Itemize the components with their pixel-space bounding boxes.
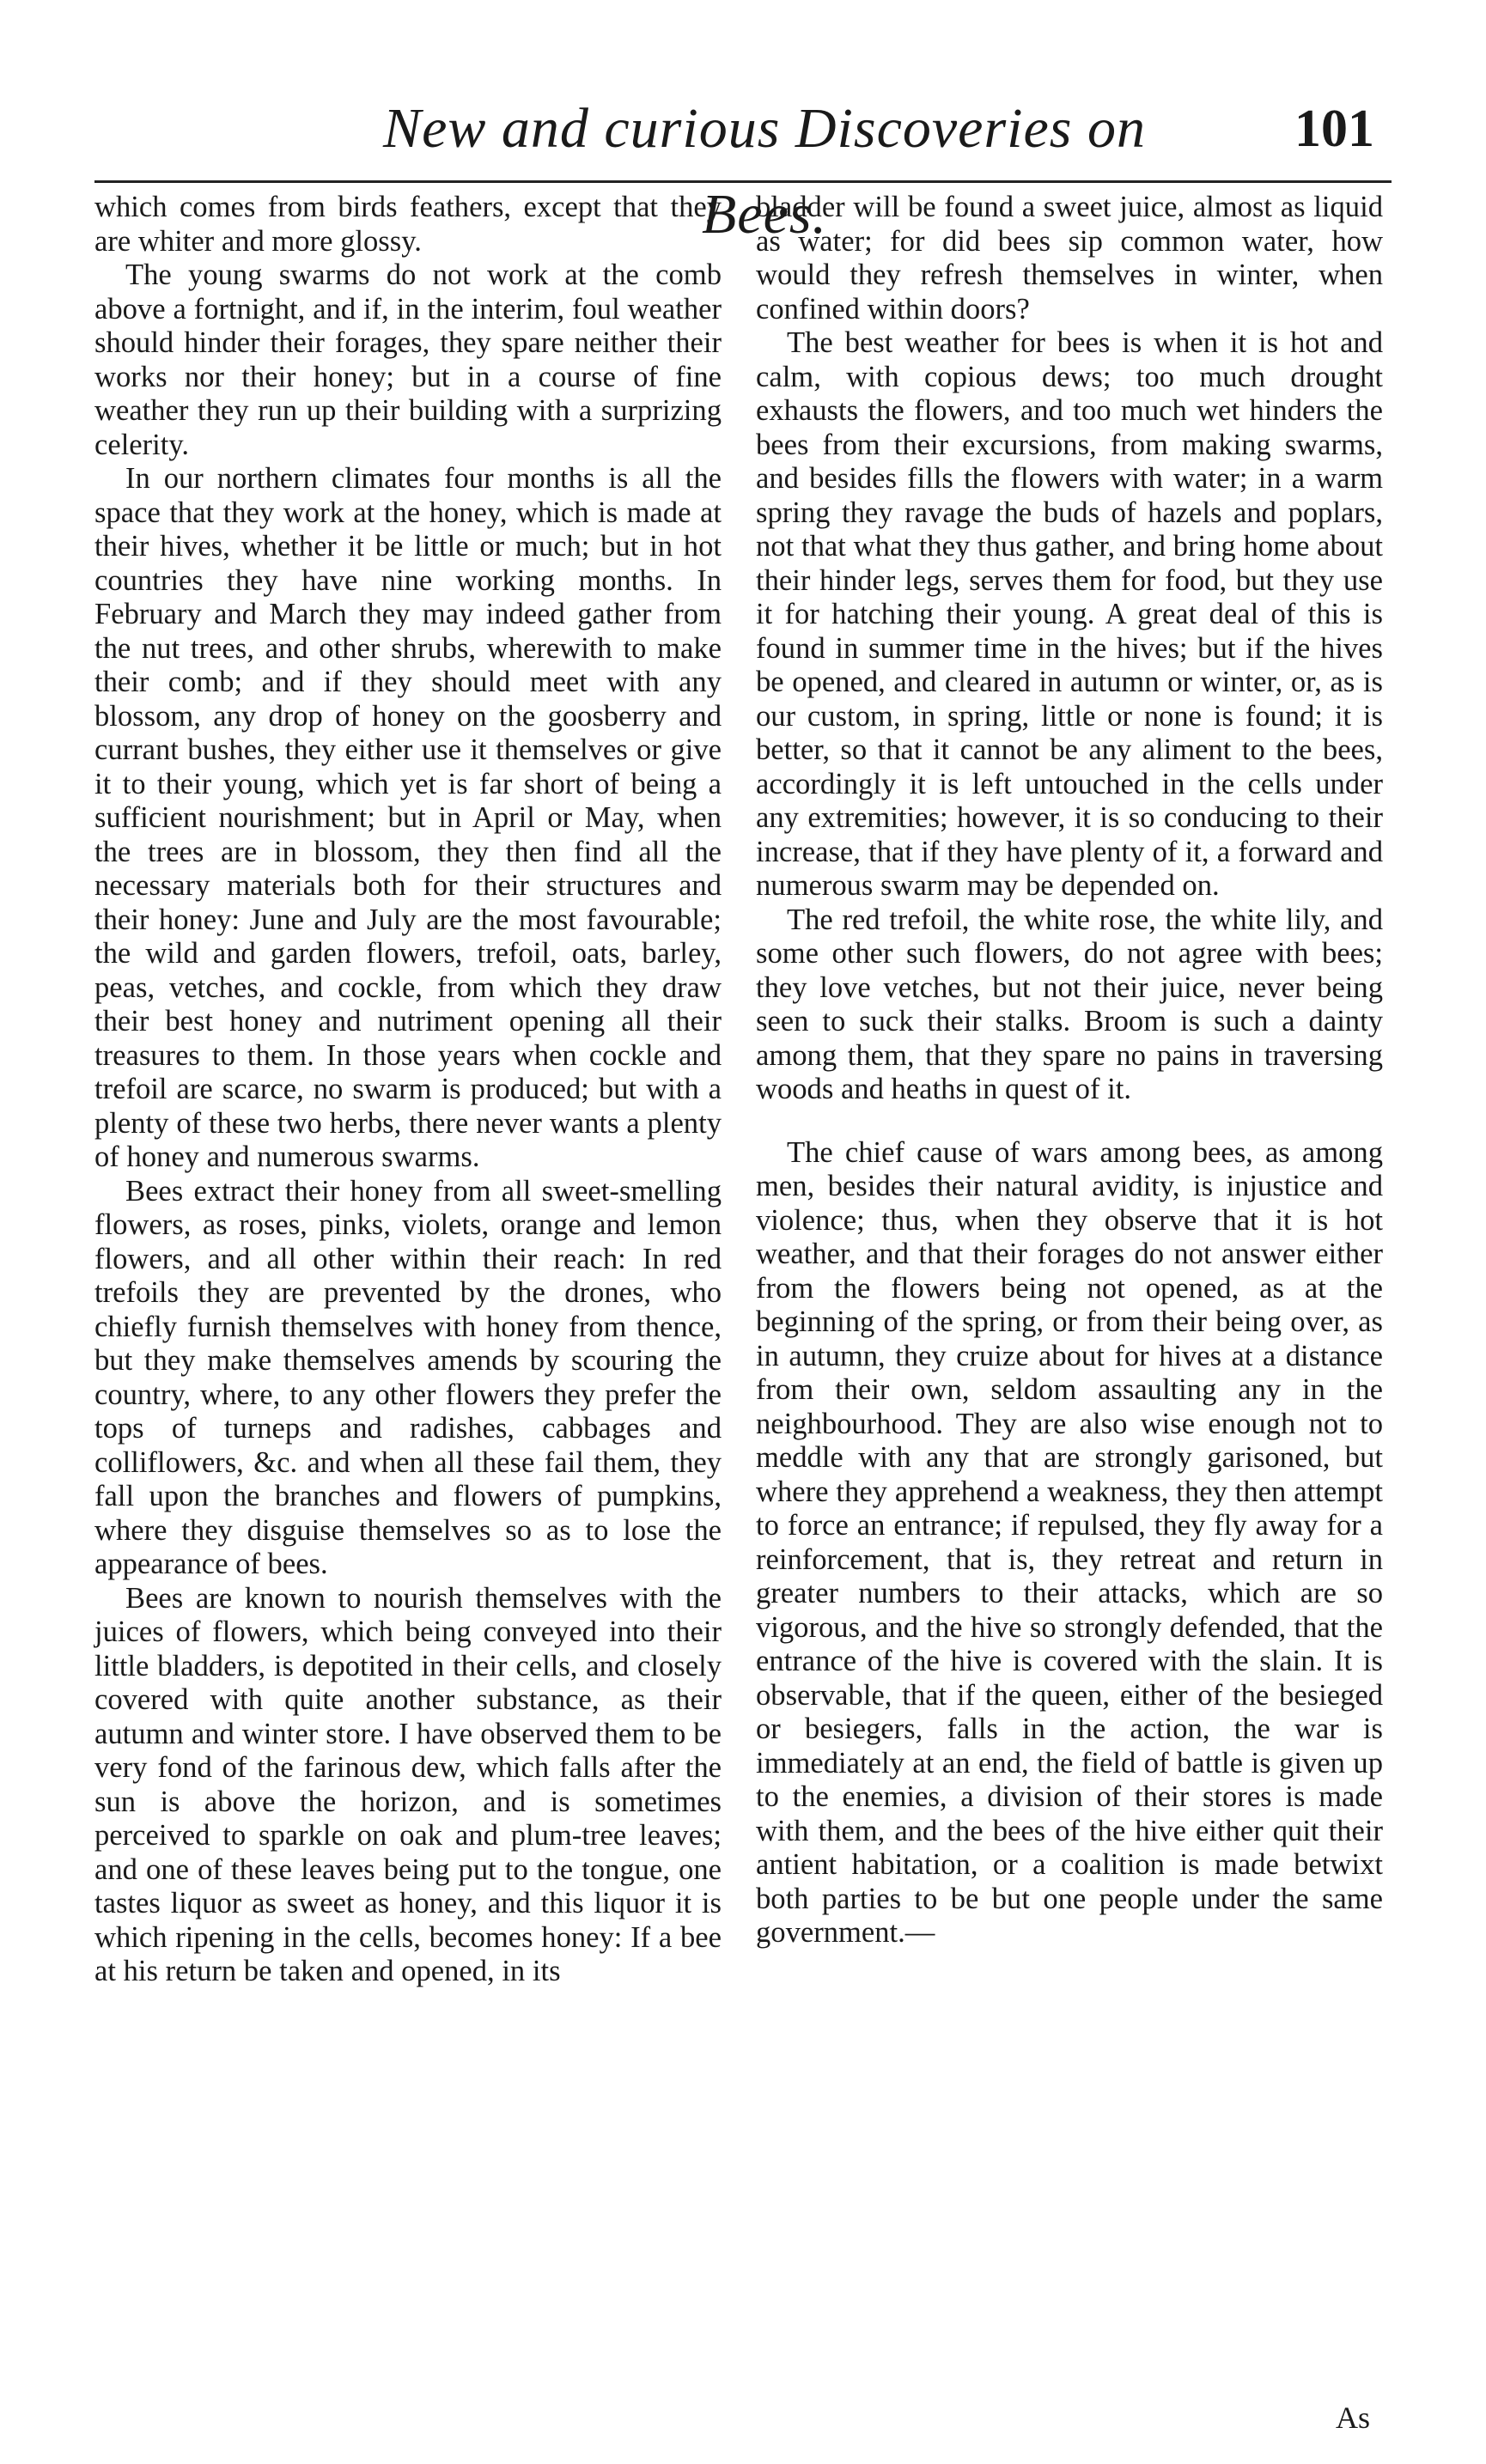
paragraph: which comes from birds feathers, except that they are whiter and more glossy. [94, 191, 722, 258]
right-column [756, 191, 1383, 1950]
running-title: New and curious Discoveries on Bees. [383, 97, 1146, 246]
paragraph: In our northern climates four months is all the space that they work at the honey, which is made at their hives, whether it be little or much; but in hot countries they have nine working months. In February and March they may indeed gather from the nut trees, and other shrubs, wherewith to make their comb; and if they should meet with any blossom, any drop of honey on the goosberry and currant bushes, they either use it themselves or give it to their young, which yet is far short of being a sufficient nourishment; but in April or May, when the trees are in blossom, they then find all the necessary materials both for their structures and their honey: June and July are the most favourable; the wild and garden flowers, trefoil, oats, barley, peas, vetches, and cockle, from which they draw their best honey and nutriment opening all their treasures to them. In those years when cockle and trefoil are scarce, no swarm is produced; but with a plenty of these two herbs, there never wants a plenty of honey and numerous swarms. [94, 462, 722, 1173]
paragraph: The best weather for bees is when it is hot and calm, with copious dews; too much drought exhausts the flowers, and too much wet hinders the bees from their excursions, from making swarms, and besides fills the flowers with water; in a warm spring they ravage the buds of hazels and poplars, not that what they thus gather, and bring home about their hinder legs, serves them for food, but they use it for hatching their young. A great deal of this is found in summer time in the hives; but if the hives be opened, and cleared in autumn or winter, or, as is our custom, in spring, little or none is found; it is better, so that it cannot be any aliment to the bees, accordingly it is left untouched in the cells under any extremities; however, it is so conducing to their increase, that if they have plenty of it, a forward and numerous swarm may be depended on. [756, 326, 1383, 902]
paragraph: Bees extract their honey from all sweet-smelling flowers, as roses, pinks, violets, orange and lemon flowers, and all other within their reach: In red trefoils they are prevented by the drones, who chiefly furnish themselves with honey from thence, but they make themselves amends by scouring the country, where, to any other flowers they prefer the tops of turneps and radishes, cabbages and colliflowers, &c. and when all these fail them, they fall upon the branches and flowers of pumpkins, where they disguise themselves so as to lose the appearance of bees. [94, 1174, 722, 1580]
paragraph: Bees are known to nourish themselves with the juices of flowers, which being conveyed into their little bladders, is depotited in their cells, and closely covered with quite another substance, as their autumn and winter store. I have observed them to be very fond of the farinous dew, which falls after the sun is above the horizon, and is sometimes perceived to sparkle on oak and plum-tree leaves; and one of these leaves being put to the tongue, one tastes liquor as sweet as honey, and this liquor it is which ripening in the cells, becomes honey: If a bee at his return be taken and opened, in its [94, 1581, 722, 1987]
paragraph: The red trefoil, the white rose, the white lily, and some other such flowers, do not agree with bees; they love vetches, but not their juice, never being seen to suck their stalks. Broom is such a dainty among them, that they spare no pains in traversing woods and heaths in quest of it. [756, 903, 1383, 1105]
paragraph: The young swarms do not work at the comb above a fortnight, and if, in the interim, foul weather should hinder their forages, they spare neither their works nor their honey; but in a course of fine weather they run up their building with a surprizing celerity. [94, 259, 722, 461]
paragraph: The chief cause of wars among bees, as among men, besides their natural avidity, is injustice and violence; thus, when they observe that it is hot weather, and that their forages do not answer either from the flowers being not opened, as at the beginning of the spring, or from their being over, as in autumn, they cruize about for hives at a distance from their own, seldom assaulting any in the neighbourhood. They are also wise enough not to meddle with any that are strongly garisoned, but where they apprehend a weakness, they then attempt to force an entrance; if repulsed, they fly away for a reinforcement, that is, they retreat and return in greater numbers to their attacks, which are so vigorous, and the hive so strongly defended, that the entrance of the hive is covered with the slain. It is observable, that if the queen, either of the besieged or besiegers, falls in the action, the war is immediately at an end, the field of battle is given up to the enemies, a division of their stores is made with them, and the bees of the hive either quit their antient habitation, or a coalition is made betwixt both parties to be but one people under the same government.— [756, 1135, 1383, 1949]
left-column [94, 191, 722, 1989]
paragraph: bladder will be found a sweet juice, almost as liquid as water; for did bees sip common water, how would they refresh themselves in winter, when confined within doors? [756, 191, 1383, 325]
page-number: 101 [1294, 100, 1374, 158]
catchword: As [1336, 2400, 1371, 2435]
